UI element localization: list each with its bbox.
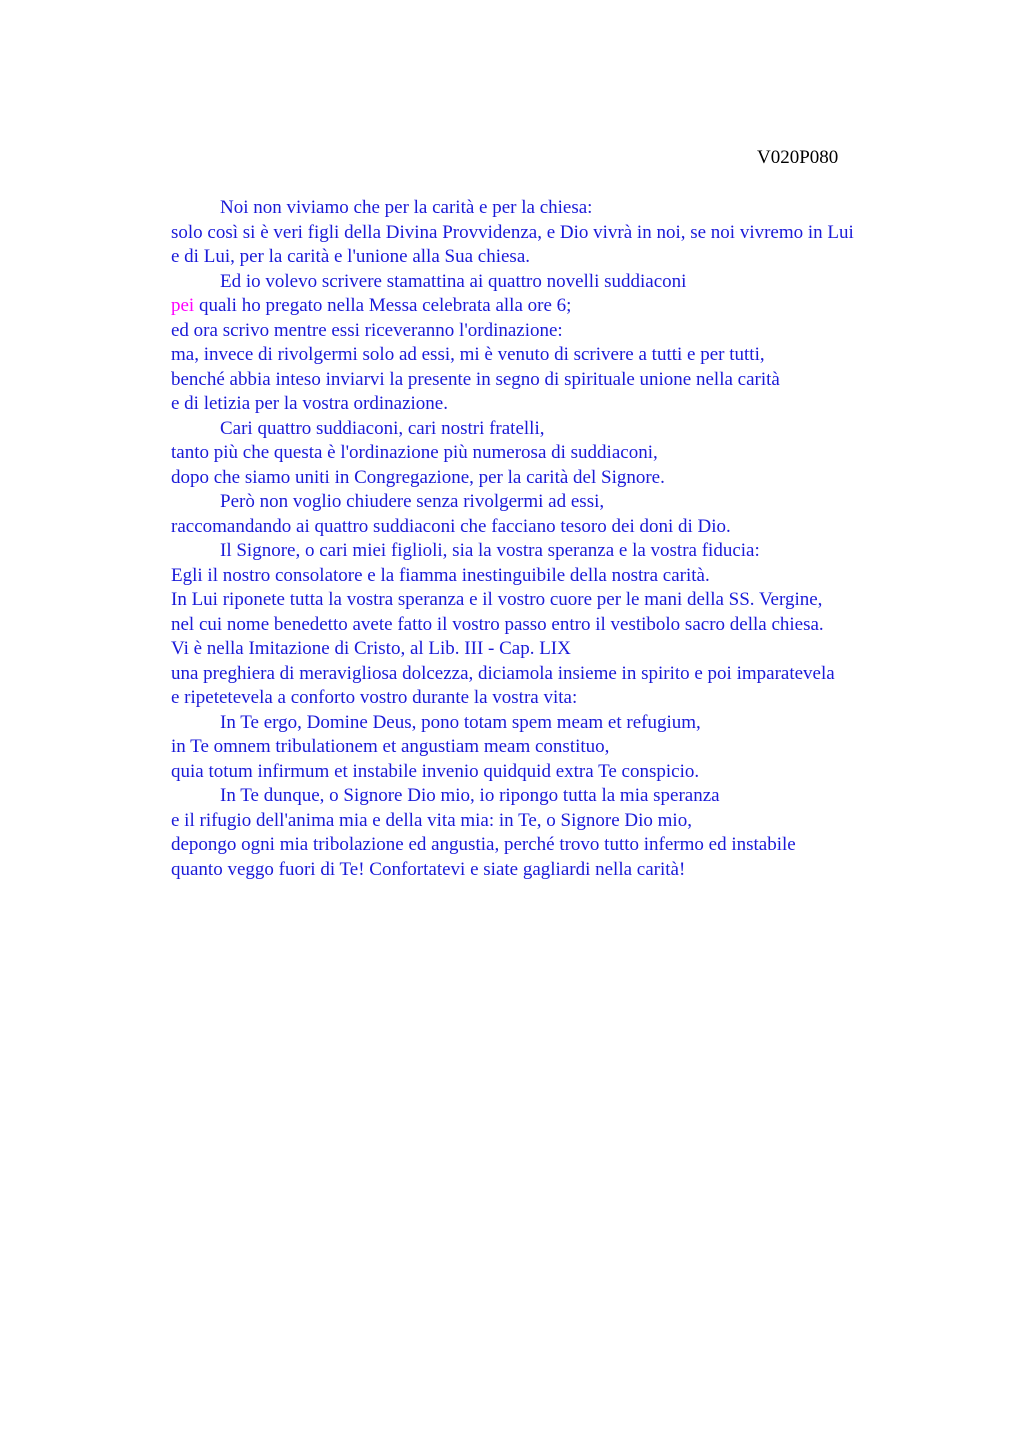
text-line: solo così si è veri figli della Divina Provvidenza, e Dio vivrà in noi, se noi vivremo in Lui: [171, 221, 854, 243]
text-line: benché abbia inteso inviarvi la presente in segno di spirituale unione nella carità: [171, 368, 780, 390]
text-line: in Te omnem tribulationem et angustiam meam constituo,: [171, 736, 610, 757]
text-line: Ed io volevo scrivere stamattina ai quattro novelli suddiaconi: [220, 270, 687, 292]
text-line: In Te dunque, o Signore Dio mio, io ripongo tutta la mia speranza: [220, 785, 720, 806]
text-line: e di letizia per la vostra ordinazione.: [171, 393, 448, 414]
text-line: In Lui riponete tutta la vostra speranza e il vostro cuore per le mani della SS. Vergine,: [171, 589, 823, 610]
text-line: nel cui nome benedetto avete fatto il vostro passo entro il vestibolo sacro della chiesa.: [171, 613, 824, 635]
text-line: Però non voglio chiudere senza rivolgermi ad essi,: [220, 491, 605, 512]
text-line: ma, invece di rivolgermi solo ad essi, mi è venuto di scrivere a tutti e per tutti,: [171, 344, 765, 365]
text-line: Cari quattro suddiaconi, cari nostri fratelli,: [220, 417, 545, 439]
text-line: Il Signore, o cari miei figlioli, sia la vostra speranza e la vostra fiducia:: [220, 540, 760, 561]
text-line: Vi è nella Imitazione di Cristo, al Lib. III - Cap. LIX: [171, 638, 571, 659]
text-line-rest: quali ho pregato nella Messa celebrata alla ore 6;: [194, 295, 572, 316]
text-line: dopo che siamo uniti in Congregazione, per la carità del Signore.: [171, 466, 665, 488]
letter-body: [171, 196, 971, 882]
text-line: e ripetetevela a conforto vostro durante la vostra vita:: [171, 687, 578, 708]
text-line: e il rifugio dell'anima mia e della vita mia: in Te, o Signore Dio mio,: [171, 809, 692, 831]
text-line: raccomandando ai quattro suddiaconi che facciano tesoro dei doni di Dio.: [171, 515, 731, 537]
text-line: depongo ogni mia tribolazione ed angustia, perché trovo tutto infermo ed instabile: [171, 834, 796, 855]
text-line: quanto veggo fuori di Te! Confortatevi e siate gagliardi nella carità!: [171, 858, 686, 880]
page-id: V020P080: [757, 147, 839, 168]
text-line: ed ora scrivo mentre essi riceveranno l'ordinazione:: [171, 319, 563, 341]
text-line: Egli il nostro consolatore e la fiamma inestinguibile della nostra carità.: [171, 564, 710, 586]
text-line: Noi non viviamo che per la carità e per la chiesa:: [220, 197, 593, 218]
text-line: e di Lui, per la carità e l'unione alla Sua chiesa.: [171, 246, 530, 267]
text-line: tanto più che questa è l'ordinazione più numerosa di suddiaconi,: [171, 442, 658, 463]
text-line: quia totum infirmum et instabile invenio quidquid extra Te conspicio.: [171, 760, 700, 782]
text-line: In Te ergo, Domine Deus, pono totam spem meam et refugium,: [220, 711, 701, 733]
highlighted-word: pei: [171, 295, 195, 316]
text-line: una preghiera di meravigliosa dolcezza, diciamola insieme in spirito e poi imparatevela: [171, 662, 835, 684]
text-line: [171, 294, 971, 319]
